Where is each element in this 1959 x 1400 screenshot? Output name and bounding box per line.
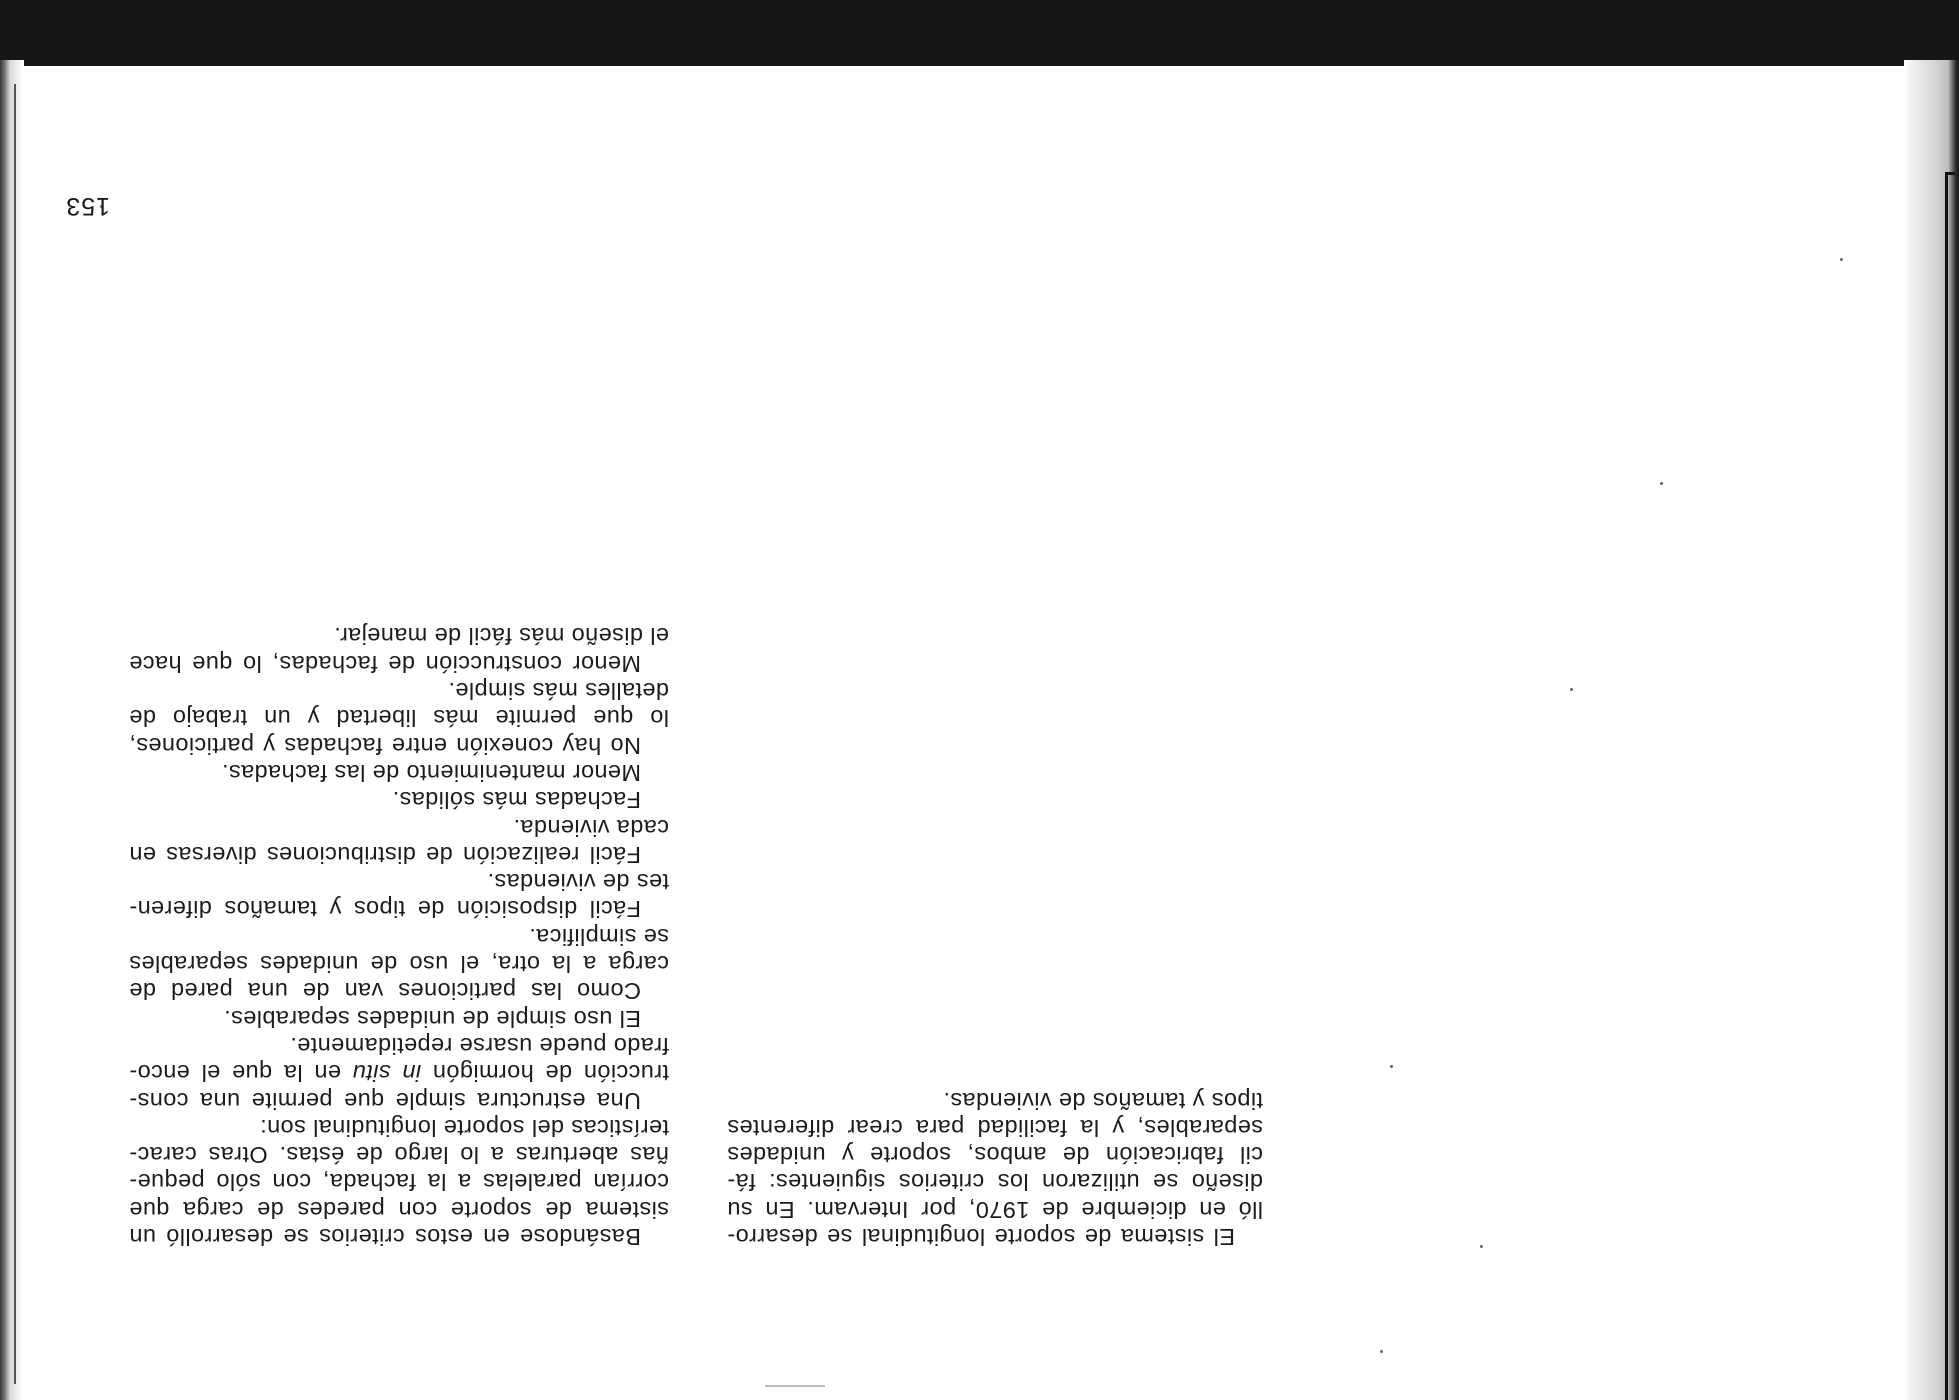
text-line: separables, y la facilidad para crear diferentes [727, 1114, 1263, 1141]
text-line: trucción de hormigón in situ en la que el enco- [129, 1060, 669, 1087]
text-line: cada vivienda. [513, 814, 669, 841]
text-line: lló en diciembre de 1970, por Intervam. En su [727, 1196, 1263, 1223]
text-line: Como las particiones van de una pared de [129, 978, 641, 1005]
paragraph [129, 759, 669, 786]
text-line: Una estructura simple que permite una cons- [129, 1087, 641, 1114]
text-line: Menor construcción de fachadas, lo que hace [129, 650, 641, 677]
paragraph [129, 786, 669, 813]
book-gutter-shadow [0, 60, 24, 1400]
italic-term: in situ [352, 1060, 422, 1087]
text-line: ñas aberturas a lo largo de éstas. Otras carac- [129, 1142, 669, 1169]
text-line: cil fabricación de ambos, soporte y unidades [727, 1142, 1263, 1169]
text-line: frado puede usarse repetidamente. [290, 1032, 669, 1059]
text-line: El sistema de soporte longitudinal se desarro- [727, 1224, 1235, 1250]
text-line: terísticas del soporte longitudinal son: [259, 1114, 669, 1141]
paragraph [129, 922, 669, 1004]
page-number: 153 [65, 192, 110, 220]
text-line: diseño se utilizaron los criterios siguientes: fá- [727, 1169, 1263, 1196]
text-line: el diseño más fácil de manejar. [333, 623, 669, 650]
left-text-column [727, 1086, 1263, 1250]
text-line: Basándose en estos criterios se desarrolló un [129, 1224, 641, 1250]
paragraph [129, 868, 669, 923]
page-edge-line [14, 84, 16, 1384]
text-line: detalles más simple. [448, 678, 669, 705]
text-line: carga a la otra, el uso de unidades separables [129, 951, 669, 978]
paragraph [129, 677, 669, 759]
text-line: Fácil realización de distribuciones diversas en [129, 841, 641, 868]
text-line: No hay conexión entre fachadas y particiones, [129, 732, 641, 759]
text-line: lo que permite más libertad y un trabajo de [129, 705, 669, 732]
text-line: Fácil disposición de tipos y tamaños diferen- [129, 896, 641, 923]
text-line: Fachadas más sólidas. [392, 787, 641, 814]
text-line: tipos y tamaños de viviendas. [943, 1087, 1263, 1114]
right-text-column [129, 622, 669, 1250]
text-line: El uso simple de unidades separables. [223, 1005, 641, 1032]
facing-page-border-mark [1945, 172, 1955, 1400]
paragraph [129, 622, 669, 677]
text-line: se simplifica. [528, 923, 669, 950]
paragraph [129, 813, 669, 868]
paragraph [727, 1086, 1263, 1250]
paragraph [129, 1114, 669, 1250]
text-line: sistema de soporte con paredes de carga que [129, 1196, 669, 1223]
text-line: tes de viviendas. [487, 869, 669, 896]
paragraph [129, 1004, 669, 1031]
paragraph [129, 1032, 669, 1114]
scanner-top-border [0, 0, 1959, 66]
text-line: Menor mantenimiento de las fachadas. [221, 759, 641, 786]
page-content-rotated [24, 66, 1904, 1400]
text-line: corrían paralelas a la fachada, con sólo peque- [129, 1169, 669, 1196]
